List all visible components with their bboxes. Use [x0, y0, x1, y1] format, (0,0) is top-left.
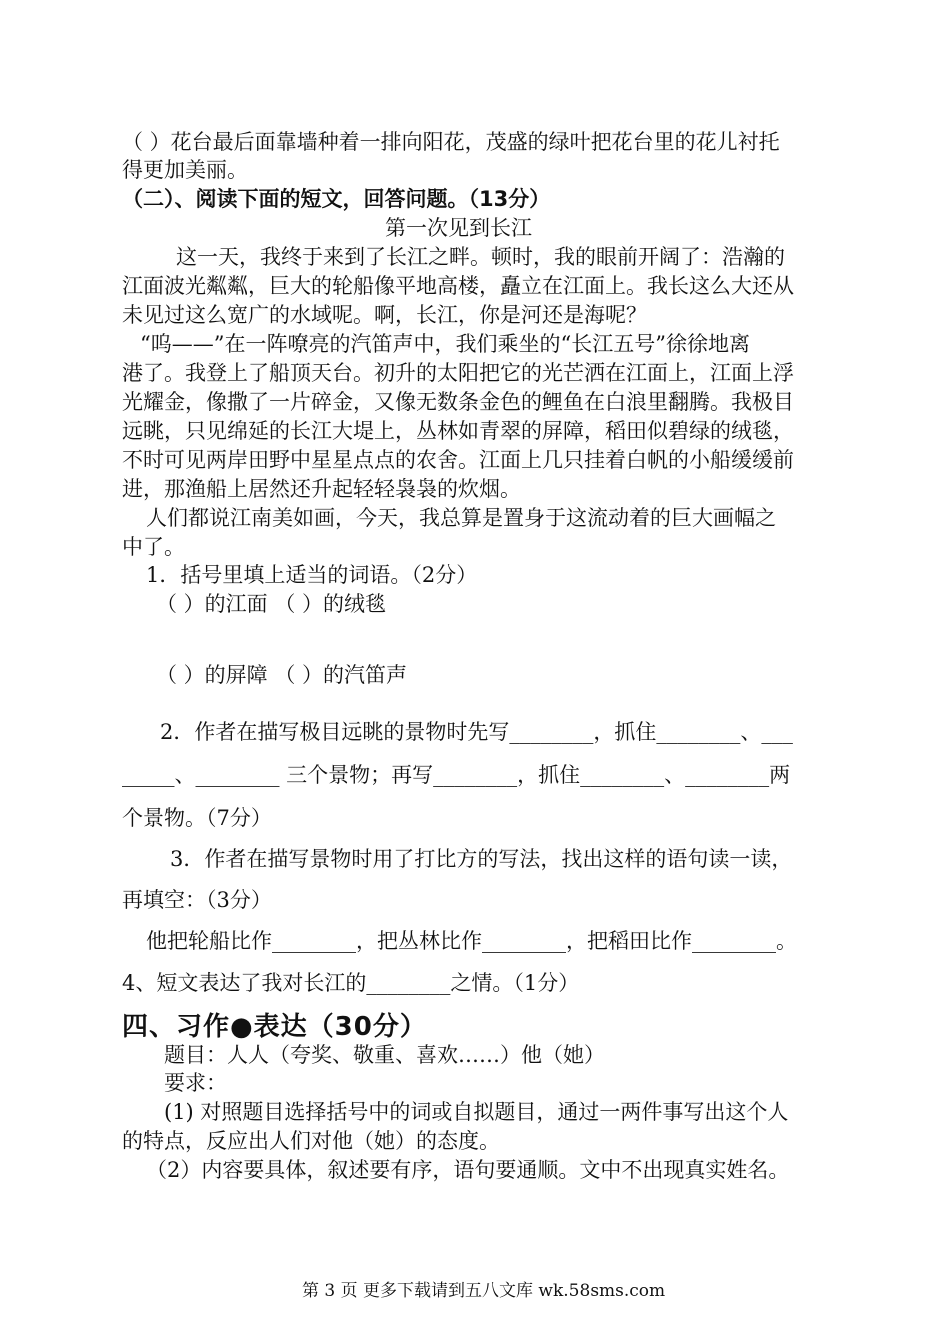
passage-line: 不时可见两岸田野中星星点点的农舍。江面上几只挂着白帆的小船缓缓前: [122, 448, 794, 472]
passage-line: 进，那渔船上居然还升起轻轻袅袅的炊烟。: [122, 477, 521, 501]
question-2-line-3: 个景物。（7分）: [122, 806, 272, 830]
requirement-1-line-2: 的特点，反应出人们对他（她）的态度。: [122, 1129, 500, 1153]
passage-line: 港了。我登上了船顶天台。初升的太阳把它的光芒洒在江面上，江面上浮: [122, 361, 794, 385]
question-3-answer-line: 他把轮船比作________，把丛林比作________，把稻田比作________。: [146, 929, 797, 953]
passage-title: 第一次见到长江: [385, 216, 532, 240]
requirement-1-line-1: (1) 对照题目选择括号中的词或自拟题目，通过一两件事写出这个人: [164, 1100, 789, 1124]
section-heading-reading: （二）、阅读下面的短文，回答问题。（13分）: [122, 187, 551, 211]
choice-line-2: 得更加美丽。: [122, 158, 248, 182]
passage-line: 远眺，只见绵延的长江大堤上，丛林如青翠的屏障，稻田似碧绿的绒毯，: [122, 419, 794, 443]
choice-line-1: （ ）花台最后面靠墙种着一排向阳花，茂盛的绿叶把花台里的花儿衬托: [122, 130, 780, 154]
question-1-blanks-row-2: （ ）的屏障 （ ）的汽笛声: [156, 663, 408, 687]
question-2-line-2: _____、________ 三个景物；再写________，抓住________、________两: [122, 763, 791, 787]
question-2-line-1: 2．作者在描写极目远眺的景物时先写________，抓住________、___: [160, 720, 793, 744]
question-1-blanks-row-1: （ ）的江面 （ ）的绒毯: [156, 592, 387, 616]
passage-line: 未见过这么宽广的水域呢。啊，长江，你是河还是海呢？: [122, 303, 647, 327]
passage-line: 中了。: [122, 535, 185, 559]
passage-line: 这一天，我终于来到了长江之畔。顿时，我的眼前开阔了：浩瀚的: [176, 245, 785, 269]
passage-line: 光耀金，像撒了一片碎金，又像无数条金色的鲤鱼在白浪里翻腾。我极目: [122, 390, 794, 414]
passage-line: 江面波光粼粼，巨大的轮船像平地高楼，矗立在江面上。我长这么大还从: [122, 274, 794, 298]
question-1: 1．括号里填上适当的词语。（2分）: [146, 563, 478, 587]
writing-topic: 题目：人人（夸奖、敬重、喜欢……）他（她）: [164, 1043, 605, 1067]
writing-requirements-label: 要求：: [164, 1071, 227, 1095]
question-3-line-1: 3．作者在描写景物时用了打比方的写法，找出这样的语句读一读，: [170, 847, 793, 871]
passage-line: 人们都说江南美如画，今天，我总算是置身于这流动着的巨大画幅之: [146, 506, 776, 530]
section-heading-writing: 四、习作●表达（30分）: [122, 1012, 427, 1042]
page-footer: 第 3 页 更多下载请到五八文库 wk.58sms.com: [302, 1281, 666, 1301]
question-4: 4、短文表达了我对长江的________之情。（1分）: [122, 971, 580, 995]
requirement-2: （2）内容要具体，叙述要有序，语句要通顺。文中不出现真实姓名。: [146, 1158, 790, 1182]
question-3-line-2: 再填空：（3分）: [122, 888, 272, 912]
passage-line: “呜——”在一阵嘹亮的汽笛声中，我们乘坐的“长江五号”徐徐地离: [140, 332, 750, 356]
